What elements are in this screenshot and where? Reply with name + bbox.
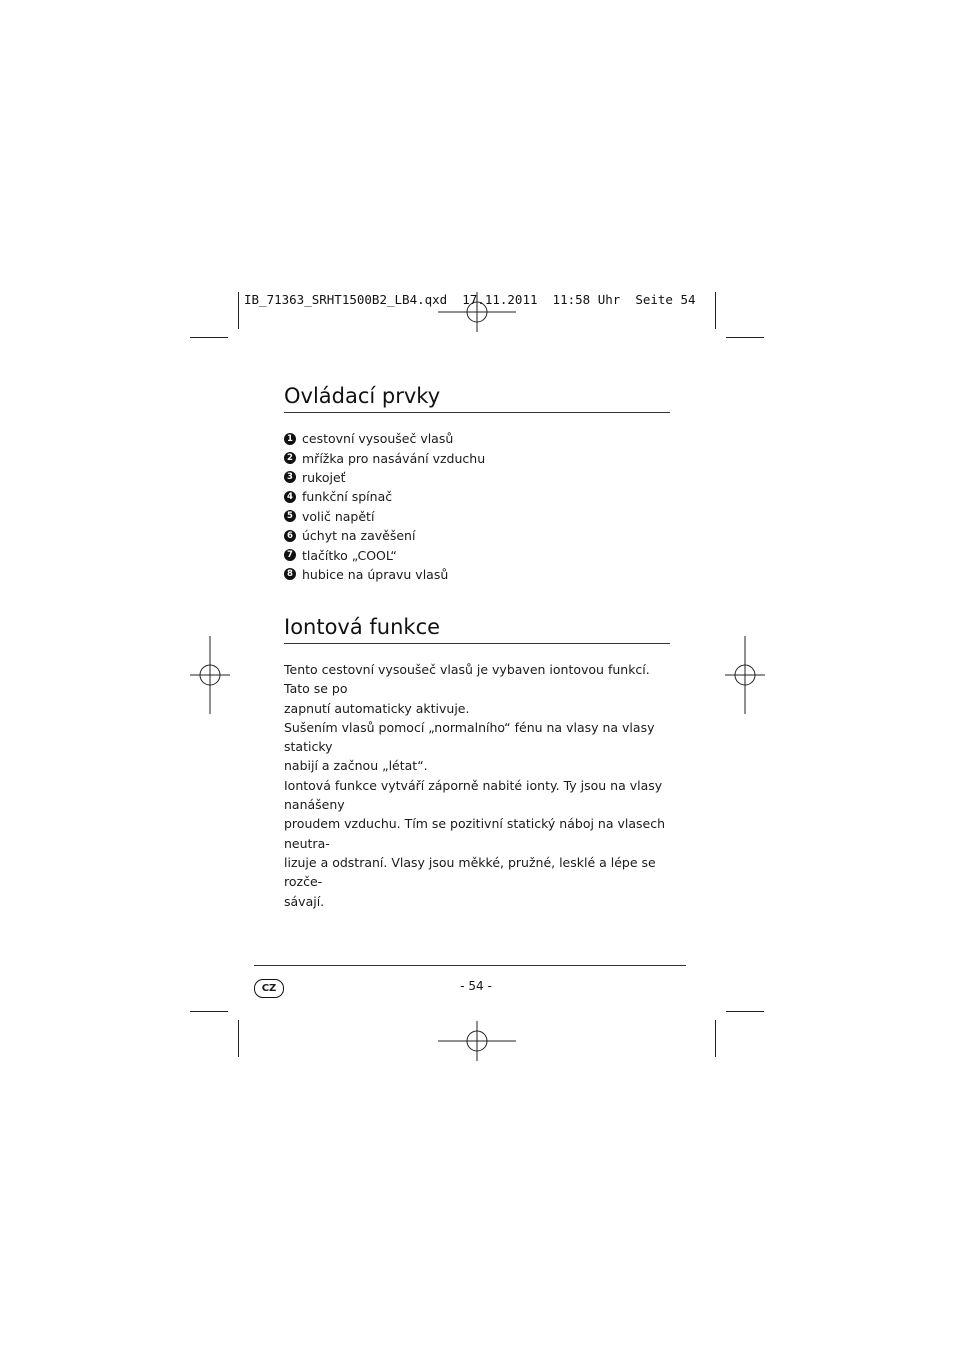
item-label: volič napětí	[302, 508, 375, 524]
list-item	[284, 487, 485, 506]
number-badge: 6	[284, 530, 296, 542]
number-badge: 5	[284, 510, 296, 522]
ion-function-paragraph	[284, 660, 674, 911]
item-label: cestovní vysoušeč vlasů	[302, 431, 454, 447]
text-line: proudem vzduchu. Tím se pozitivní statický náboj na vlasech neutra-	[284, 816, 665, 851]
text-line: zapnutí automaticky aktivuje.	[284, 700, 470, 716]
footer-rule	[254, 965, 686, 966]
list-item	[284, 448, 485, 467]
print-slug: IB_71363_SRHT1500B2_LB4.qxd 17.11.2011 11:58 Uhr Seite 54	[244, 292, 696, 307]
item-label: tlačítko „COOL“	[302, 547, 397, 563]
section-rule	[284, 412, 670, 413]
text-line: lizuje a odstraní. Vlasy jsou měkké, pružné, lesklé a lépe se rozče-	[284, 854, 656, 890]
crop-mark	[715, 1020, 716, 1057]
crop-mark	[190, 1011, 228, 1012]
number-badge: 4	[284, 491, 296, 503]
list-item	[284, 545, 485, 564]
text-line: nabijí a začnou „létat“.	[284, 758, 428, 774]
list-item	[284, 565, 485, 584]
number-badge: 8	[284, 568, 296, 580]
item-label: funkční spínač	[302, 489, 393, 505]
item-label: úchyt na zavěšení	[302, 528, 416, 544]
controls-list	[284, 429, 485, 584]
registration-mark-right	[725, 636, 765, 714]
list-item	[284, 429, 485, 448]
text-line: Sušením vlasů pomocí „normalního“ fénu na vlasy na vlasy staticky	[284, 719, 655, 755]
registration-mark-top	[438, 292, 516, 332]
section-title-ion-function: Iontová funkce	[284, 615, 441, 639]
crop-mark	[190, 337, 228, 338]
language-badge: CZ	[254, 979, 284, 998]
text-line: Iontová funkce vytváří záporně nabité ionty. Ty jsou na vlasy nanášeny	[284, 777, 663, 813]
number-badge: 2	[284, 452, 296, 464]
item-label: rukojeť	[302, 469, 346, 485]
number-badge: 7	[284, 549, 296, 561]
crop-mark	[726, 337, 764, 338]
list-item	[284, 526, 485, 545]
item-label: hubice na úpravu vlasů	[302, 566, 449, 582]
number-badge: 1	[284, 433, 296, 445]
page-number: - 54 -	[460, 979, 492, 993]
list-item	[284, 468, 485, 487]
crop-mark	[726, 1011, 764, 1012]
item-label: mřížka pro nasávání vzduchu	[302, 450, 486, 466]
crop-mark	[238, 292, 239, 329]
number-badge: 3	[284, 471, 296, 483]
crop-mark	[715, 292, 716, 329]
registration-mark-bottom	[438, 1021, 516, 1061]
section-title-controls: Ovládací prvky	[284, 384, 441, 408]
list-item	[284, 507, 485, 526]
text-line: sávají.	[284, 893, 325, 909]
text-line: Tento cestovní vysoušeč vlasů je vybaven iontovou funkcí. Tato se po	[284, 662, 650, 697]
registration-mark-left	[190, 636, 230, 714]
crop-mark	[238, 1020, 239, 1057]
section-rule	[284, 643, 670, 644]
